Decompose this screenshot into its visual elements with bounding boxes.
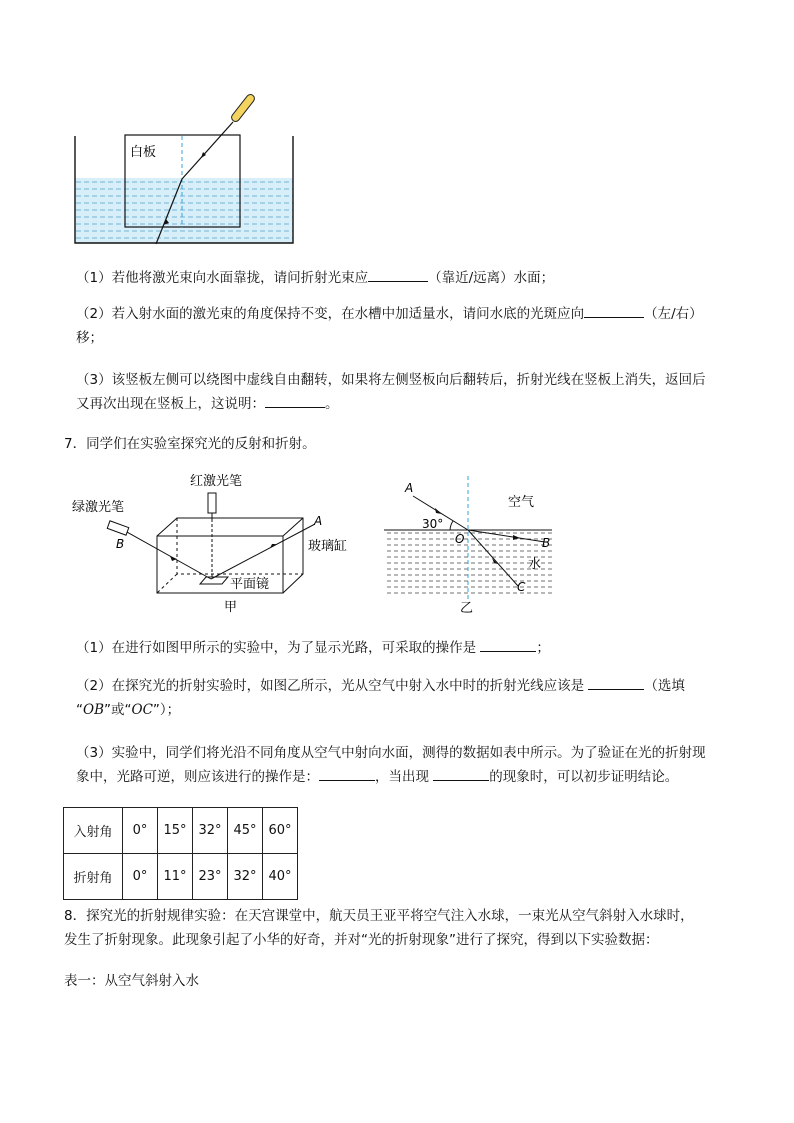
red-laser-pen [208, 493, 216, 513]
table-row [64, 854, 298, 900]
q7-part3 [76, 741, 726, 789]
table1-title: 表一：从空气斜射入水 [64, 973, 199, 989]
green-laser-label: 绿激光笔 [72, 500, 125, 515]
table-header: 入射角 [64, 808, 123, 854]
q7-p3-end: 的现象时，可以初步证明结论。 [489, 769, 679, 785]
q7-p1-end: ； [536, 640, 550, 656]
table-cell: 15° [158, 808, 193, 854]
answer-blank[interactable] [368, 267, 428, 282]
q6-p3-line1: （3）该竖板左侧可以绕图中虚线自由翻转，如果将左侧竖板向后翻转后，折射光线在竖板上消失，返回后 [76, 372, 706, 388]
table-cell: 11° [158, 854, 193, 900]
angle-label: 30° [422, 517, 444, 531]
q7-p1-text: （1）在进行如图甲所示的实验中，为了显示光路，可采取的操作是 [76, 640, 481, 656]
table-row [64, 808, 298, 854]
table-cell: 0° [123, 808, 158, 854]
answer-blank[interactable] [588, 675, 644, 690]
green-incident-ray [127, 532, 211, 579]
label-A: A [314, 514, 323, 528]
green-laser-pen [107, 521, 129, 535]
laser-pointer [230, 93, 256, 123]
q6-p1-text-end: （靠近/远离）水面； [428, 270, 555, 286]
table-cell: 32° [193, 808, 228, 854]
answer-blank[interactable] [319, 766, 375, 781]
q7-part2 [76, 674, 726, 722]
figure-jia [70, 466, 360, 618]
table-cell: 40° [263, 854, 298, 900]
answer-blank[interactable] [480, 637, 536, 652]
red-laser-label: 红激光笔 [190, 474, 243, 489]
option-ob: OB [83, 702, 104, 718]
q8-line2: 发生了折射现象。此现象引起了小华的好奇，并对“光的折射现象”进行了探究，得到以下实验数据： [64, 932, 659, 948]
box-hidden-edges [177, 518, 303, 574]
air-label: 空气 [508, 495, 535, 510]
q8-intro [64, 904, 714, 952]
tank-label: 玻璃缸 [308, 539, 348, 554]
mirror-label: 平面镜 [230, 577, 270, 592]
board-label: 白板 [130, 145, 157, 160]
label-A: A [405, 481, 414, 495]
label-C: C [517, 580, 526, 594]
label-B: B [542, 536, 551, 550]
q7-part1 [76, 636, 726, 660]
q6-part2 [76, 302, 726, 350]
q7-p2-text: （2）在探究光的折射实验时，如图乙所示，光从空气中射入水中时的折射光线应该是 [76, 678, 589, 694]
table-cell: 32° [228, 854, 263, 900]
answer-blank[interactable] [584, 303, 644, 318]
table-header: 折射角 [64, 854, 123, 900]
q6-part3 [76, 368, 726, 416]
q6-p2-line2: 移； [76, 330, 103, 346]
water-region [75, 178, 293, 243]
q6-p2-text: （2）若入射水面的激光束的角度保持不变，在水槽中加适量水，请问水底的光斑应向 [76, 306, 585, 322]
q8-table-title [64, 969, 714, 993]
q6-p3-line2-end: 。 [325, 396, 339, 412]
q7-title [64, 432, 714, 456]
caption-jia: 甲 [224, 600, 238, 615]
q7-p3-line1: （3）实验中，同学们将光沿不同角度从空气中射向水面，测得的数据如表中所示。为了验证在光的折射现 [76, 745, 706, 761]
water-label: 水 [528, 557, 542, 572]
table-cell: 0° [123, 854, 158, 900]
q6-p3-line2: 又再次出现在竖板上，这说明： [76, 396, 265, 412]
plane-mirror [200, 577, 228, 584]
reflected-ray [211, 524, 315, 579]
q6-p1-text: （1）若他将激光束向水面靠拢，请问折射光束应 [76, 270, 369, 286]
green-arrow-icon [170, 556, 177, 561]
caption-yi: 乙 [460, 601, 474, 616]
q7-p3-mid: ，当出现 [375, 769, 434, 785]
q8-line1: 8．探究光的折射规律实验：在天宫课堂中，航天员王亚平将空气注入水球，一束光从空气斜射入水球时， [64, 908, 694, 924]
label-O: O [455, 532, 465, 546]
q7-p2-q1: “ [76, 702, 83, 718]
answer-blank[interactable] [265, 393, 325, 408]
table-cell: 45° [228, 808, 263, 854]
box-edge [283, 518, 303, 536]
label-B: B [116, 537, 125, 551]
q7-p3-line2: 象中，光路可逆，则应该进行的操作是： [76, 769, 319, 785]
table-cell: 60° [263, 808, 298, 854]
q7-p2-mid: ”或“ [104, 702, 132, 718]
q6-p2-text-end: （左/右） [644, 306, 703, 322]
q7-p2-close: ”）； [152, 702, 181, 718]
angle-arc [450, 521, 453, 530]
answer-blank[interactable] [433, 766, 489, 781]
table-cell: 23° [193, 854, 228, 900]
figure-yi [380, 470, 560, 618]
figure-tank-laser [60, 88, 310, 250]
angle-table [63, 807, 298, 900]
q7-title-text: 7．同学们在实验室探究光的反射和折射。 [64, 436, 316, 452]
q7-p2-end: （选填 [644, 678, 685, 694]
box-hidden-edge [157, 574, 177, 593]
option-oc: OC [131, 702, 153, 718]
incident-ray [182, 122, 233, 179]
q6-part1 [76, 266, 726, 290]
